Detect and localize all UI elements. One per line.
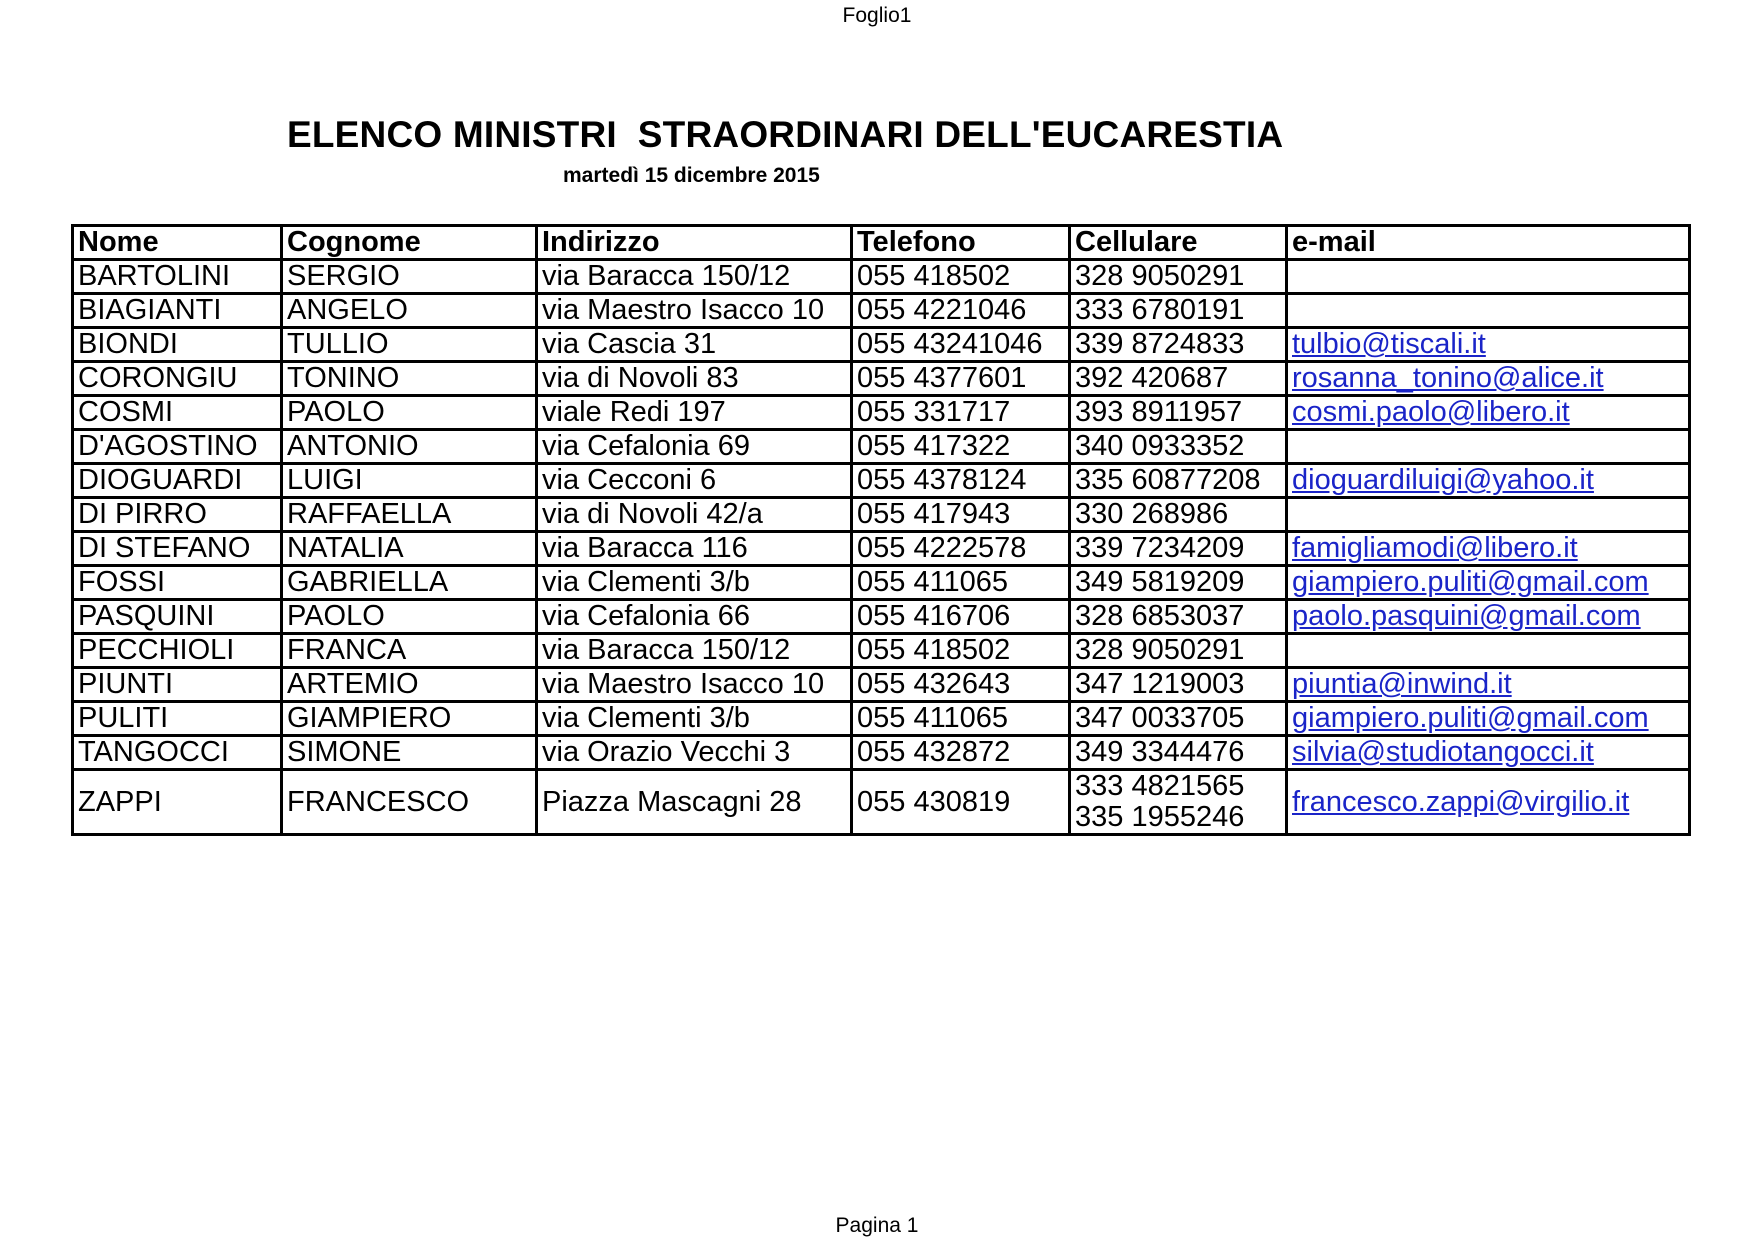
cell-nome: PIUNTI — [73, 668, 282, 702]
cell-indirizzo: via di Novoli 83 — [537, 362, 852, 396]
cell-nome: PECCHIOLI — [73, 634, 282, 668]
cell-cellulare — [1070, 634, 1287, 668]
cellulare-number: 392 420687 — [1075, 362, 1229, 394]
cell-nome: BARTOLINI — [73, 260, 282, 294]
header-indirizzo: Indirizzo — [537, 226, 852, 260]
header-cellulare: Cellulare — [1070, 226, 1287, 260]
cell-email — [1287, 566, 1690, 600]
cell-nome: DIOGUARDI — [73, 464, 282, 498]
cell-cognome: ARTEMIO — [282, 668, 537, 702]
cellulare-number: 335 1955246 — [1075, 801, 1245, 833]
cell-cellulare — [1070, 566, 1287, 600]
cell-nome: D'AGOSTINO — [73, 430, 282, 464]
cell-indirizzo: via Baracca 150/12 — [537, 260, 852, 294]
cell-cognome: TONINO — [282, 362, 537, 396]
email-link[interactable]: giampiero.puliti@gmail.com — [1292, 702, 1649, 734]
cell-cognome: SIMONE — [282, 736, 537, 770]
cell-nome: FOSSI — [73, 566, 282, 600]
cell-telefono: 055 331717 — [852, 396, 1070, 430]
cell-email — [1287, 600, 1690, 634]
cell-telefono: 055 4377601 — [852, 362, 1070, 396]
table-header-row — [73, 226, 1690, 260]
cell-email — [1287, 736, 1690, 770]
cellulare-number: 339 8724833 — [1075, 328, 1245, 360]
cell-cognome: FRANCESCO — [282, 770, 537, 835]
document-title: ELENCO MINISTRI STRAORDINARI DELL'EUCARESTIA — [287, 114, 1284, 155]
cell-cognome: GIAMPIERO — [282, 702, 537, 736]
cellulare-number: 340 0933352 — [1075, 430, 1245, 462]
table-row — [73, 566, 1690, 600]
cell-indirizzo: Piazza Mascagni 28 — [537, 770, 852, 835]
cell-email — [1287, 498, 1690, 532]
cell-indirizzo: via Cefalonia 69 — [537, 430, 852, 464]
cell-telefono: 055 418502 — [852, 634, 1070, 668]
cell-telefono: 055 417943 — [852, 498, 1070, 532]
email-link[interactable]: tulbio@tiscali.it — [1292, 328, 1486, 360]
table-row — [73, 464, 1690, 498]
cellulare-number: 333 4821565 — [1075, 770, 1245, 802]
cell-cellulare — [1070, 328, 1287, 362]
email-link[interactable]: cosmi.paolo@libero.it — [1292, 396, 1570, 428]
cell-indirizzo: viale Redi 197 — [537, 396, 852, 430]
cell-telefono: 055 4221046 — [852, 294, 1070, 328]
cell-nome: COSMI — [73, 396, 282, 430]
cell-nome: BIAGIANTI — [73, 294, 282, 328]
cell-nome: BIONDI — [73, 328, 282, 362]
document-date: martedì 15 dicembre 2015 — [563, 164, 820, 187]
cell-email — [1287, 294, 1690, 328]
table-row — [73, 736, 1690, 770]
table-body — [73, 260, 1690, 835]
cell-cognome: FRANCA — [282, 634, 537, 668]
cell-indirizzo: via Maestro Isacco 10 — [537, 294, 852, 328]
cell-cognome: SERGIO — [282, 260, 537, 294]
email-link[interactable]: paolo.pasquini@gmail.com — [1292, 600, 1641, 632]
email-link[interactable]: piuntia@inwind.it — [1292, 668, 1512, 700]
cell-cognome: PAOLO — [282, 396, 537, 430]
cell-indirizzo: via Cefalonia 66 — [537, 600, 852, 634]
cellulare-number: 347 0033705 — [1075, 702, 1245, 734]
email-link[interactable]: giampiero.puliti@gmail.com — [1292, 566, 1649, 598]
cell-indirizzo: via Clementi 3/b — [537, 702, 852, 736]
cell-cellulare — [1070, 362, 1287, 396]
table-row — [73, 702, 1690, 736]
ministers-table — [71, 224, 1691, 836]
cell-nome: PASQUINI — [73, 600, 282, 634]
cell-indirizzo: via Orazio Vecchi 3 — [537, 736, 852, 770]
cell-telefono: 055 432872 — [852, 736, 1070, 770]
cell-cognome: ANGELO — [282, 294, 537, 328]
cellulare-number: 349 3344476 — [1075, 736, 1245, 768]
cell-nome: DI PIRRO — [73, 498, 282, 532]
email-link[interactable]: rosanna_tonino@alice.it — [1292, 362, 1604, 394]
table-row — [73, 532, 1690, 566]
cell-cellulare — [1070, 736, 1287, 770]
page-number: Pagina 1 — [835, 1214, 919, 1237]
cell-nome: CORONGIU — [73, 362, 282, 396]
table-row — [73, 600, 1690, 634]
cellulare-number: 328 9050291 — [1075, 634, 1245, 666]
cell-email — [1287, 396, 1690, 430]
cellulare-number: 330 268986 — [1075, 498, 1229, 530]
cellulare-number: 333 6780191 — [1075, 294, 1245, 326]
cell-cellulare — [1070, 396, 1287, 430]
cell-telefono: 055 430819 — [852, 770, 1070, 835]
cell-cognome: TULLIO — [282, 328, 537, 362]
cell-email — [1287, 328, 1690, 362]
cellulare-number: 335 60877208 — [1075, 464, 1261, 496]
cell-email — [1287, 770, 1690, 835]
table-row — [73, 260, 1690, 294]
cell-telefono: 055 43241046 — [852, 328, 1070, 362]
cell-indirizzo: via Cecconi 6 — [537, 464, 852, 498]
cell-cognome: PAOLO — [282, 600, 537, 634]
cell-cognome: NATALIA — [282, 532, 537, 566]
cell-telefono: 055 418502 — [852, 260, 1070, 294]
cellulare-number: 349 5819209 — [1075, 566, 1245, 598]
table-row — [73, 396, 1690, 430]
cell-email — [1287, 634, 1690, 668]
email-link[interactable]: francesco.zappi@virgilio.it — [1292, 785, 1630, 818]
cell-cellulare — [1070, 260, 1287, 294]
cell-email — [1287, 702, 1690, 736]
cell-indirizzo: via Maestro Isacco 10 — [537, 668, 852, 702]
cell-cognome: ANTONIO — [282, 430, 537, 464]
cellulare-number: 347 1219003 — [1075, 668, 1245, 700]
header-cognome: Cognome — [282, 226, 537, 260]
cell-telefono: 055 4378124 — [852, 464, 1070, 498]
cell-email — [1287, 430, 1690, 464]
cell-cognome: RAFFAELLA — [282, 498, 537, 532]
cell-indirizzo: via di Novoli 42/a — [537, 498, 852, 532]
cell-cellulare — [1070, 770, 1287, 835]
email-link[interactable]: dioguardiluigi@yahoo.it — [1292, 464, 1594, 496]
table-row — [73, 328, 1690, 362]
sheet-name: Foglio1 — [842, 4, 912, 27]
cellulare-number: 339 7234209 — [1075, 532, 1245, 564]
email-link[interactable]: famigliamodi@libero.it — [1292, 532, 1578, 564]
cellulare-number: 328 6853037 — [1075, 600, 1245, 632]
cell-cellulare — [1070, 498, 1287, 532]
cell-cellulare — [1070, 294, 1287, 328]
cell-email — [1287, 464, 1690, 498]
cellulare-number: 393 8911957 — [1075, 396, 1243, 428]
cell-cellulare — [1070, 600, 1287, 634]
header-nome: Nome — [73, 226, 282, 260]
cell-telefono: 055 417322 — [852, 430, 1070, 464]
cell-indirizzo: via Baracca 150/12 — [537, 634, 852, 668]
cell-cognome: LUIGI — [282, 464, 537, 498]
cell-cellulare — [1070, 668, 1287, 702]
cellulare-number: 328 9050291 — [1075, 260, 1245, 292]
cell-cellulare — [1070, 464, 1287, 498]
header-telefono: Telefono — [852, 226, 1070, 260]
cell-email — [1287, 532, 1690, 566]
cell-indirizzo: via Clementi 3/b — [537, 566, 852, 600]
table-row — [73, 668, 1690, 702]
cell-telefono: 055 411065 — [852, 702, 1070, 736]
cell-cognome: GABRIELLA — [282, 566, 537, 600]
table-row — [73, 634, 1690, 668]
cell-cellulare — [1070, 430, 1287, 464]
email-link[interactable]: silvia@studiotangocci.it — [1292, 736, 1594, 768]
table-row — [73, 362, 1690, 396]
table-row — [73, 294, 1690, 328]
table-row — [73, 498, 1690, 532]
cell-email — [1287, 362, 1690, 396]
cell-email — [1287, 260, 1690, 294]
cell-telefono: 055 416706 — [852, 600, 1070, 634]
cell-cellulare — [1070, 702, 1287, 736]
cell-nome: ZAPPI — [73, 770, 282, 835]
cell-cellulare — [1070, 532, 1287, 566]
cell-telefono: 055 4222578 — [852, 532, 1070, 566]
cell-telefono: 055 432643 — [852, 668, 1070, 702]
cell-email — [1287, 668, 1690, 702]
table-row — [73, 430, 1690, 464]
cell-telefono: 055 411065 — [852, 566, 1070, 600]
cell-indirizzo: via Baracca 116 — [537, 532, 852, 566]
cell-nome: DI STEFANO — [73, 532, 282, 566]
cell-nome: TANGOCCI — [73, 736, 282, 770]
header-email: e-mail — [1287, 226, 1690, 260]
table-row — [73, 770, 1690, 835]
cell-indirizzo: via Cascia 31 — [537, 328, 852, 362]
cell-nome: PULITI — [73, 702, 282, 736]
